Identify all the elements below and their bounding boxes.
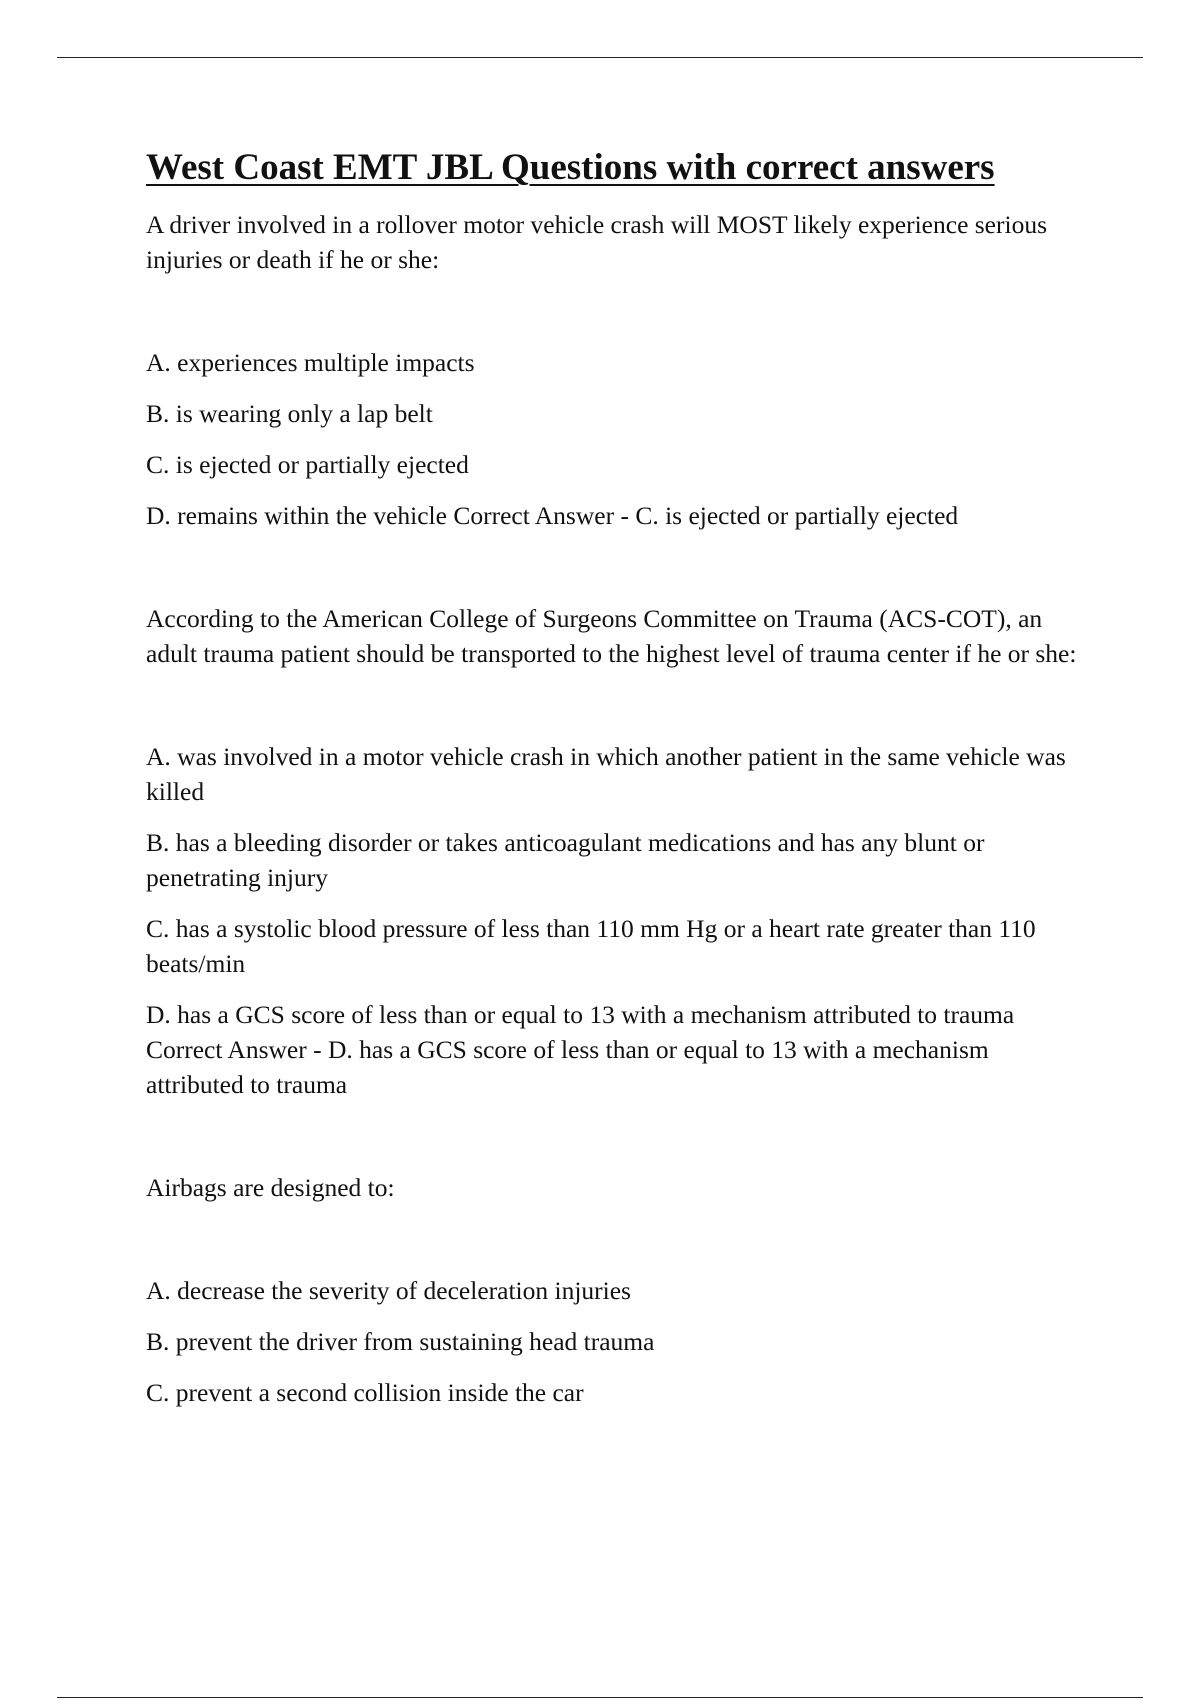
answer-option: A. decrease the severity of deceleration injuries bbox=[146, 1276, 631, 1305]
answer-option: A. was involved in a motor vehicle crash in which another patient in the same vehicle was killed bbox=[146, 742, 1066, 806]
document-body bbox=[146, 145, 1086, 1410]
question-block bbox=[146, 1170, 1086, 1410]
question-block bbox=[146, 601, 1086, 1102]
answer-option: B. prevent the driver from sustaining head trauma bbox=[146, 1327, 655, 1356]
question-stem: According to the American College of Surgeons Committee on Trauma (ACS-COT), an adult trauma patient should be transported to the highest level of trauma center if he or she: bbox=[146, 604, 1077, 668]
question-block bbox=[146, 207, 1086, 533]
answer-option: C. prevent a second collision inside the car bbox=[146, 1378, 584, 1407]
answer-option: C. has a systolic blood pressure of less than 110 mm Hg or a heart rate greater than 110 beats/min bbox=[146, 914, 1036, 978]
bottom-rule bbox=[57, 1697, 1143, 1698]
question-stem: A driver involved in a rollover motor vehicle crash will MOST likely experience serious injuries or death if he or she: bbox=[146, 210, 1048, 274]
answer-option: D. has a GCS score of less than or equal to 13 with a mechanism attributed to trauma Correct Answer - D. has a GCS score of less than or equal to 13 with a mechanism attributed to trauma bbox=[146, 1000, 1015, 1099]
answer-option: D. remains within the vehicle Correct Answer - C. is ejected or partially ejected bbox=[146, 501, 959, 530]
answer-option: A. experiences multiple impacts bbox=[146, 348, 475, 377]
answer-option: C. is ejected or partially ejected bbox=[146, 450, 469, 479]
document-title: West Coast EMT JBL Questions with correct answers bbox=[146, 147, 995, 188]
answer-option: B. is wearing only a lap belt bbox=[146, 399, 433, 428]
question-stem: Airbags are designed to: bbox=[146, 1173, 395, 1202]
answer-option: B. has a bleeding disorder or takes anticoagulant medications and has any blunt or penetrating injury bbox=[146, 828, 985, 892]
top-rule bbox=[57, 57, 1143, 58]
